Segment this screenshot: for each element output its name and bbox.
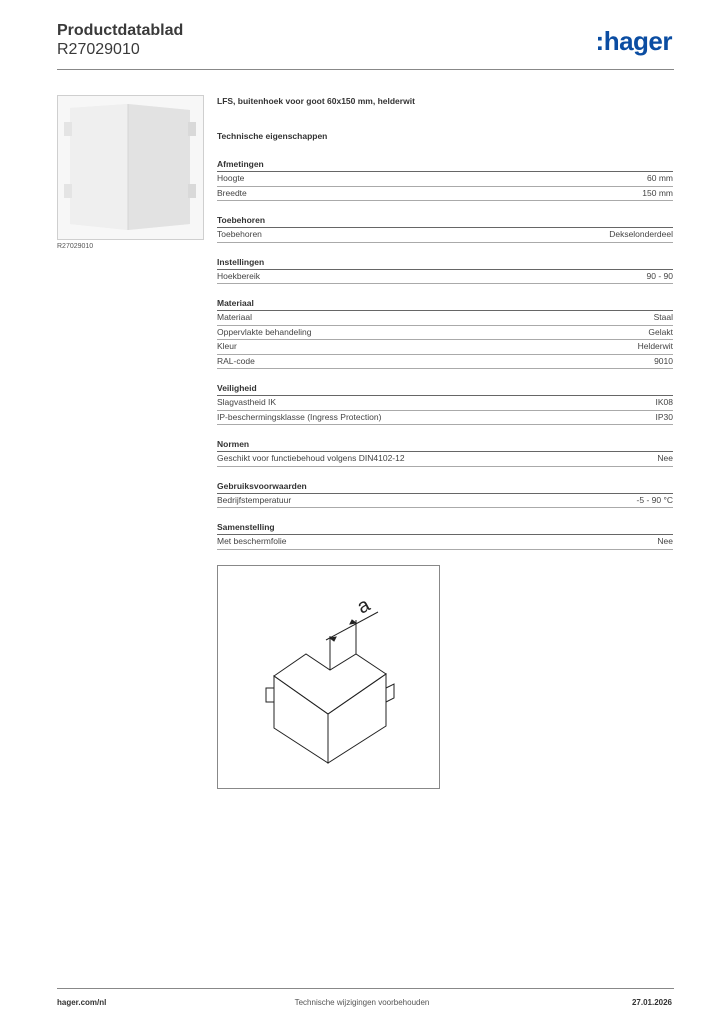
spec-group-title: Materiaal [217, 297, 673, 311]
technical-properties-title: Technische eigenschappen [217, 131, 328, 141]
spec-value: IK08 [655, 397, 673, 407]
spec-group-title: Afmetingen [217, 158, 673, 172]
spec-label: Geschikt voor functiebehoud volgens DIN4102-12 [217, 453, 405, 463]
spec-group-title: Veiligheid [217, 382, 673, 396]
spec-value: Nee [657, 453, 673, 463]
spec-group-title: Normen [217, 438, 673, 452]
spec-group-toebehoren [217, 214, 673, 243]
technical-drawing [217, 565, 440, 789]
photo-caption: R27029010 [57, 243, 94, 250]
header-divider [57, 69, 674, 70]
spec-label: Slagvastheid IK [217, 397, 277, 407]
spec-value: Helderwit [637, 341, 673, 351]
spec-label: Materiaal [217, 312, 252, 322]
page-header [57, 22, 183, 59]
spec-row [217, 396, 673, 411]
spec-row [217, 228, 673, 243]
spec-label: RAL-code [217, 355, 255, 366]
product-photo-image [58, 96, 203, 239]
spec-value: 90 - 90 [646, 270, 673, 281]
product-code: R27029010 [57, 41, 140, 58]
product-photo [57, 95, 204, 240]
spec-value: Dekselonderdeel [609, 229, 673, 239]
spec-value: 9010 [654, 355, 673, 366]
spec-section [217, 95, 673, 580]
corner-drawing [218, 566, 439, 788]
spec-label: Toebehoren [217, 229, 262, 239]
spec-group-afmetingen [217, 158, 673, 201]
spec-group-title: Instellingen [217, 256, 673, 270]
spec-row [217, 340, 673, 355]
spec-label: Kleur [217, 341, 237, 351]
spec-value: -5 - 90 °C [636, 494, 673, 505]
spec-group-gebruiksvoorwaarden [217, 480, 673, 509]
spec-row [217, 326, 673, 341]
dimension-label: a [353, 593, 374, 619]
spec-row [217, 270, 673, 285]
document-title: Productdatablad [57, 22, 184, 39]
spec-label: Breedte [217, 187, 247, 198]
spec-label: Oppervlakte behandeling [217, 326, 312, 337]
spec-group-veiligheid [217, 382, 673, 425]
spec-group-title: Gebruiksvoorwaarden [217, 480, 673, 494]
spec-group-title: Toebehoren [217, 214, 673, 228]
spec-row [217, 187, 673, 202]
footer-notice: Technische wijzigingen voorbehouden [294, 998, 430, 1007]
spec-value: 150 mm [642, 187, 673, 198]
spec-value: Nee [657, 536, 673, 546]
spec-row [217, 355, 673, 370]
spec-group-title: Samenstelling [217, 521, 673, 535]
footer-date: 27.01.2026 [631, 998, 672, 1007]
spec-row [217, 452, 673, 467]
spec-value: IP30 [655, 411, 673, 422]
spec-label: Bedrijfstemperatuur [217, 494, 292, 505]
spec-label: Hoogte [217, 173, 245, 183]
spec-row [217, 494, 673, 509]
spec-label: IP-beschermingsklasse (Ingress Protection) [217, 411, 382, 422]
footer-divider [57, 988, 674, 989]
spec-row [217, 172, 673, 187]
spec-row [217, 311, 673, 326]
spec-value: 60 mm [647, 173, 673, 183]
logo-text: hager [603, 26, 672, 56]
spec-label: Met beschermfolie [217, 536, 287, 546]
spec-group-normen [217, 438, 673, 467]
spec-group-instellingen [217, 256, 673, 285]
spec-value: Staal [653, 312, 673, 322]
product-description: LFS, buitenhoek voor goot 60x150 mm, helderwit [217, 96, 415, 106]
hager-logo: :hager [595, 26, 672, 56]
footer-website[interactable]: hager.com/nl [57, 998, 107, 1007]
spec-value: Gelakt [648, 326, 673, 337]
spec-row [217, 535, 673, 550]
spec-label: Hoekbereik [217, 270, 260, 281]
spec-group-materiaal [217, 297, 673, 369]
spec-row [217, 411, 673, 426]
spec-group-samenstelling [217, 521, 673, 550]
